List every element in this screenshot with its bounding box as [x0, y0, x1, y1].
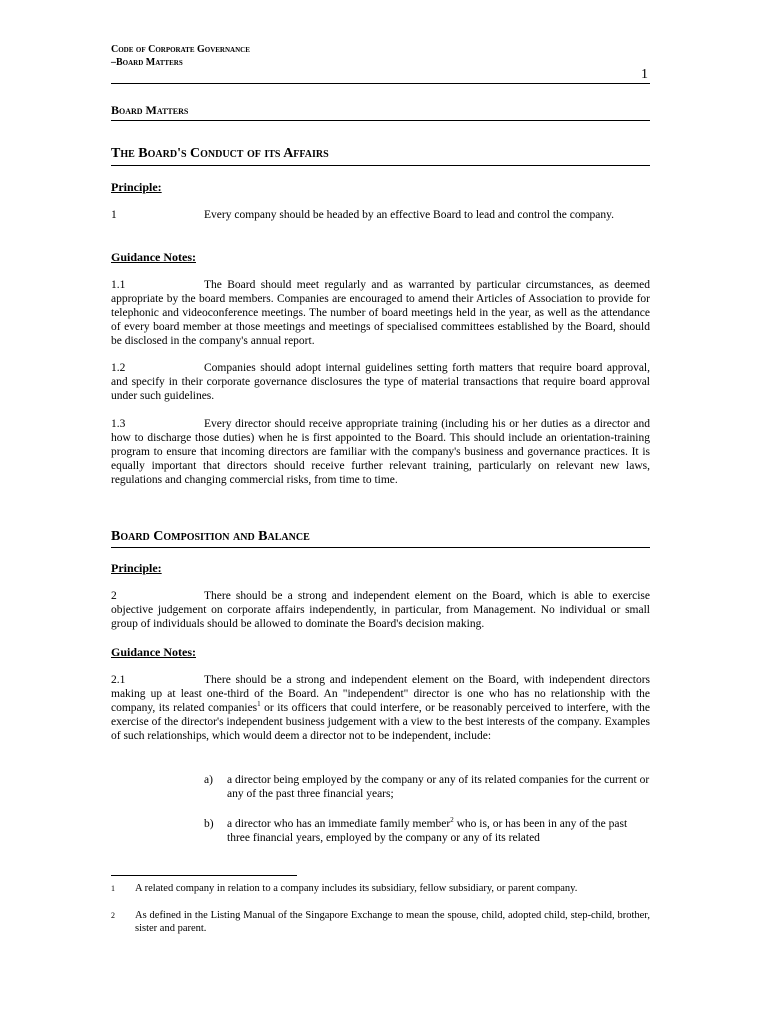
- note-number: 1.2: [111, 362, 126, 374]
- list-item-text-part: who is, or has been in any of the past three financial years, employed by the company or any of its related: [227, 818, 628, 844]
- list-item-a: [204, 773, 650, 801]
- running-header-subtitle: –Board Matters: [111, 57, 183, 68]
- note-text: The Board should meet regularly and as warranted by particular circumstances, as deemed appropriate by the board members. Companies are encouraged to amend their Articles of Association to provide for telephonic and videoconference meetings. The number of board meetings held in the year, as well as the attendance of every board member at those meetings and meetings of specialised committees established by the Board, should be disclosed in the company's annual report.: [111, 279, 650, 347]
- document-page: [111, 0, 650, 1024]
- note-number: 1.1: [111, 279, 126, 291]
- note-number: 1.3: [111, 418, 126, 430]
- footnote-number: 1: [111, 884, 115, 893]
- running-header-title: Code of Corporate Governance: [111, 44, 250, 55]
- section-rule: [111, 547, 650, 548]
- section-heading-board-conduct: The Board's Conduct of its Affairs: [111, 146, 329, 161]
- principle-text: There should be a strong and independent element on the Board, which is able to exercise objective judgement on corporate affairs independently, in particular, from Management. No individual or small group of individuals should be allowed to dominate the Board's decision making.: [111, 590, 650, 630]
- note-text: Companies should adopt internal guidelines setting forth matters that require board approval, and specify in their corporate governance disclosures the type of material transactions that require board approval under such guidelines.: [111, 362, 650, 402]
- list-item-text: [227, 817, 650, 845]
- guidance-note-1-2: [111, 361, 650, 403]
- footnote-text: A related company in relation to a company includes its subsidiary, fellow subsidiary, or parent company.: [135, 883, 578, 894]
- footnote-separator: [111, 875, 297, 876]
- running-header: [111, 43, 250, 69]
- principle-paragraph: [111, 208, 650, 222]
- list-marker: b): [204, 818, 214, 830]
- principle-text: Every company should be headed by an effective Board to lead and control the company.: [204, 209, 615, 221]
- page-number: 1: [641, 67, 648, 82]
- footnote-text: As defined in the Listing Manual of the Singapore Exchange to mean the spouse, child, adopted child, step-child, brother, sister and parent.: [135, 910, 650, 934]
- note-text-continued: or its officers that could interfere, or be reasonably perceived to interfere, with the exercise of the director's independent business judgement with a view to the best interests of the company. Examples of such relationships, which would deem a director not to be independent, include:: [111, 702, 650, 742]
- guidance-note-1-3: [111, 417, 650, 487]
- guidance-label: Guidance Notes:: [111, 250, 196, 264]
- guidance-note-1-1: [111, 278, 650, 348]
- guidance-label: Guidance Notes:: [111, 645, 196, 659]
- chapter-rule: [111, 120, 650, 121]
- header-rule: [111, 83, 650, 84]
- footnote-ref-1[interactable]: 1: [257, 700, 261, 709]
- principle-label: Principle:: [111, 561, 162, 575]
- note-text: There should be a strong and independent element on the Board, with independent directors making up at least one-third of the Board. An "independent" director is one who has no relationship with the company, its related companies: [111, 674, 650, 714]
- list-item-text-part: a director who has an immediate family member: [227, 818, 451, 830]
- list-marker: a): [204, 774, 213, 786]
- section-rule: [111, 165, 650, 166]
- principle-label: Principle:: [111, 180, 162, 194]
- list-item-b: [204, 817, 650, 845]
- chapter-title: Board Matters: [111, 103, 189, 117]
- principle-paragraph: [111, 589, 650, 631]
- footnote-number: 2: [111, 911, 115, 920]
- principle-number: 2: [111, 590, 117, 602]
- note-text: Every director should receive appropriate training (including his or her duties as a director and how to discharge those duties) when he is first appointed to the Board. This should include an orientation-training program to ensure that incoming directors are familiar with the company's business and governance practices. It is equally important that directors should receive further relevant training, particularly on relevant new laws, regulations and changing commercial risks, from time to time.: [111, 418, 650, 486]
- list-item-text: a director being employed by the company or any of its related companies for the current or any of the past three financial years;: [227, 774, 650, 800]
- section-heading-board-composition: Board Composition and Balance: [111, 529, 310, 544]
- footnote-ref-2[interactable]: 2: [450, 816, 454, 825]
- footnote-1: [111, 882, 650, 895]
- principle-number: 1: [111, 209, 117, 221]
- guidance-note-2-1: [111, 673, 650, 743]
- footnote-2: [111, 909, 650, 935]
- note-number: 2.1: [111, 674, 126, 686]
